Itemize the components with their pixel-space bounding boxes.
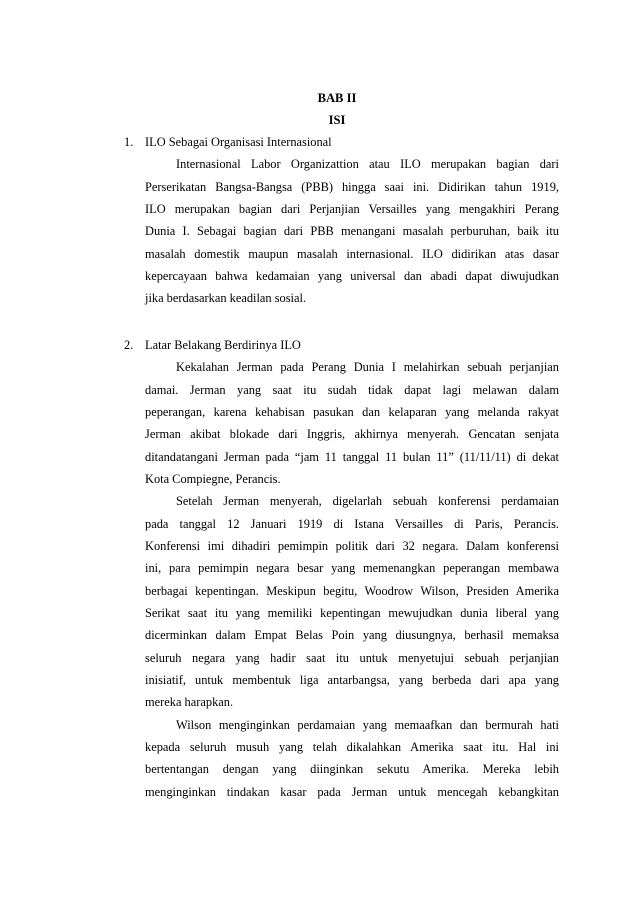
paragraph-line: berbagai kepentingan. Meskipun begitu, Woodrow Wilson, Presiden Amerika [145, 583, 559, 598]
paragraph-line: Jerman akibat blokade dari Inggris, akhirnya menyerah. Gencatan senjata [145, 427, 559, 442]
paragraph-line: kepada seluruh musuh yang telah dikalahkan Amerika saat itu. Hal ini [145, 739, 559, 754]
chapter-subtitle: ISI [328, 113, 346, 127]
section-heading [124, 134, 564, 150]
paragraph-line: Perserikatan Bangsa-Bangsa (PBB) hingga saai ini. Didirikan tahun 1919, [145, 179, 559, 194]
paragraph-line: Internasional Labor Organizattion atau ILO merupakan bagian dari [176, 157, 559, 172]
section-number: 1. [124, 135, 134, 149]
paragraph-line: dicerminkan dalam Empat Belas Poin yang diusungnya, berhasil memaksa [145, 628, 559, 643]
paragraph-line: peperangan, karena kehabisan pasukan dan kelaparan yang melanda rakyat [145, 405, 559, 419]
paragraph-line: Kekalahan Jerman pada Perang Dunia I melahirkan sebuah perjanjian [176, 360, 559, 375]
paragraph-line: damai. Jerman yang saat itu sudah tidak dapat lagi melawan dalam [145, 382, 559, 397]
section-title: ILO Sebagai Organisasi Internasional [145, 135, 332, 149]
paragraph-line: ILO merupakan bagian dari Perjanjian Versailles yang mengakhiri Perang [145, 202, 559, 216]
section-heading [124, 337, 564, 353]
paragraph-line: masalah domestik maupun masalah internasional. ILO didirikan atas dasar [145, 246, 559, 261]
paragraph-line: ditandatangani Jerman pada “jam 11 tanggal 11 bulan 11” (11/11/11) di dekat [145, 449, 559, 464]
paragraph-line: ini, para pemimpin negara besar yang memenangkan peperangan membawa [145, 561, 559, 576]
paragraph-line: Serikat saat itu yang memiliki kepentingan mewujudkan dunia liberal yang [145, 606, 559, 620]
paragraph-line: bertentangan dengan yang diinginkan sekutu Amerika. Mereka lebih [145, 762, 559, 777]
paragraph-line: kepercayaan bahwa kedamaian yang universal dan abadi dapat diwujudkan [145, 269, 559, 283]
paragraph-line: Kota Compiegne, Perancis. [145, 472, 281, 486]
paragraph-line: Dunia I. Sebagai bagian dari PBB menangani masalah perburuhan, baik itu [145, 224, 559, 239]
paragraph-line: jika berdasarkan keadilan sosial. [145, 291, 307, 306]
paragraph-line: menginginkan tindakan kasar pada Jerman untuk mencegah kebangkitan [145, 784, 559, 799]
paragraph-line: seluruh negara yang hadir saat itu untuk menyetujui sebuah perjanjian [145, 650, 559, 665]
paragraph-line: inisiatif, untuk membentuk liga antarbangsa, yang berbeda dari apa yang [145, 673, 559, 687]
section-title: Latar Belakang Berdirinya ILO [145, 338, 301, 352]
chapter-title: BAB II [317, 91, 357, 105]
section-number: 2. [124, 338, 134, 352]
paragraph-line: pada tanggal 12 Januari 1919 di Istana Versailles di Paris, Perancis. [145, 516, 559, 531]
paragraph-line: Wilson menginginkan perdamaian yang memaafkan dan bermurah hati [176, 717, 559, 732]
paragraph-line: Konferensi imi dihadiri pemimpin politik dari 32 negara. Dalam konferensi [145, 539, 559, 553]
paragraph-line: Setelah Jerman menyerah, digelarlah sebuah konferensi perdamaian [176, 494, 559, 509]
paragraph-line: mereka harapkan. [145, 695, 234, 710]
